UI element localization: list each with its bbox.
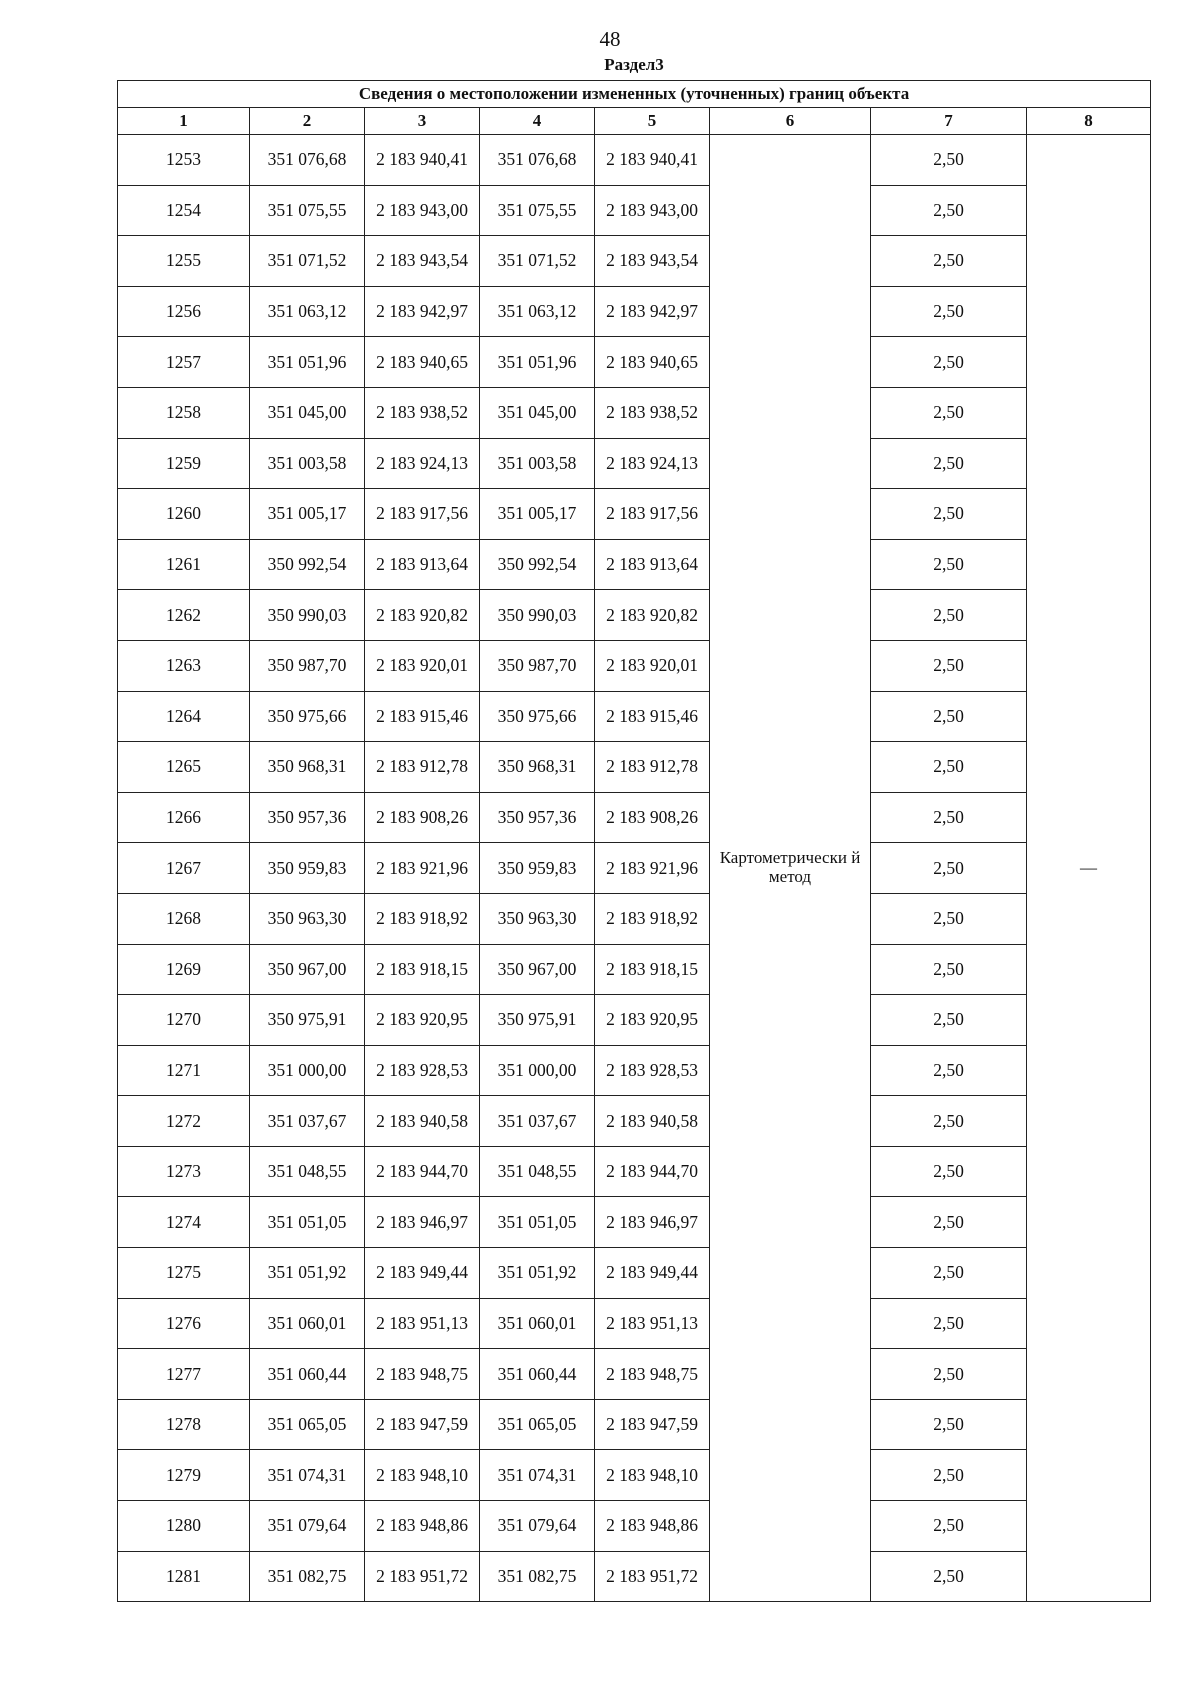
column-number: 2 xyxy=(250,108,365,135)
x-coord-cell: 351 075,55 xyxy=(480,185,595,236)
x-coord-cell: 350 967,00 xyxy=(480,944,595,995)
x-coord-cell: 350 990,03 xyxy=(480,590,595,641)
accuracy-cell: 2,50 xyxy=(871,489,1027,540)
x-coord-cell: 351 045,00 xyxy=(480,387,595,438)
x-coord-cell: 351 045,00 xyxy=(250,387,365,438)
x-coord-cell: 351 005,17 xyxy=(480,489,595,540)
table-row xyxy=(118,1045,1151,1096)
x-coord-cell: 350 987,70 xyxy=(480,640,595,691)
y-coord-cell: 2 183 944,70 xyxy=(595,1146,710,1197)
point-number-cell: 1259 xyxy=(118,438,250,489)
point-number-cell: 1264 xyxy=(118,691,250,742)
x-coord-cell: 351 063,12 xyxy=(250,286,365,337)
table-row xyxy=(118,640,1151,691)
y-coord-cell: 2 183 912,78 xyxy=(365,742,480,793)
y-coord-cell: 2 183 948,10 xyxy=(595,1450,710,1501)
x-coord-cell: 350 963,30 xyxy=(250,893,365,944)
y-coord-cell: 2 183 943,00 xyxy=(365,185,480,236)
y-coord-cell: 2 183 940,58 xyxy=(595,1096,710,1147)
y-coord-cell: 2 183 949,44 xyxy=(365,1248,480,1299)
table-row xyxy=(118,995,1151,1046)
y-coord-cell: 2 183 918,15 xyxy=(595,944,710,995)
accuracy-cell: 2,50 xyxy=(871,539,1027,590)
x-coord-cell: 351 051,05 xyxy=(480,1197,595,1248)
y-coord-cell: 2 183 920,95 xyxy=(595,995,710,1046)
y-coord-cell: 2 183 908,26 xyxy=(365,792,480,843)
column-number: 3 xyxy=(365,108,480,135)
y-coord-cell: 2 183 940,65 xyxy=(365,337,480,388)
accuracy-cell: 2,50 xyxy=(871,691,1027,742)
y-coord-cell: 2 183 948,86 xyxy=(365,1501,480,1552)
table-row xyxy=(118,742,1151,793)
x-coord-cell: 350 968,31 xyxy=(250,742,365,793)
y-coord-cell: 2 183 912,78 xyxy=(595,742,710,793)
point-number-cell: 1279 xyxy=(118,1450,250,1501)
x-coord-cell: 350 975,91 xyxy=(250,995,365,1046)
y-coord-cell: 2 183 918,15 xyxy=(365,944,480,995)
page-number: 48 xyxy=(599,27,621,51)
table-row xyxy=(118,1096,1151,1147)
point-number-cell: 1271 xyxy=(118,1045,250,1096)
accuracy-cell: 2,50 xyxy=(871,995,1027,1046)
accuracy-cell: 2,50 xyxy=(871,1096,1027,1147)
y-coord-cell: 2 183 924,13 xyxy=(595,438,710,489)
table-row xyxy=(118,337,1151,388)
table-row xyxy=(118,1298,1151,1349)
accuracy-cell: 2,50 xyxy=(871,387,1027,438)
y-coord-cell: 2 183 938,52 xyxy=(365,387,480,438)
accuracy-cell: 2,50 xyxy=(871,1551,1027,1602)
x-coord-cell: 350 957,36 xyxy=(480,792,595,843)
x-coord-cell: 351 071,52 xyxy=(250,236,365,287)
y-coord-cell: 2 183 913,64 xyxy=(595,539,710,590)
x-coord-cell: 351 003,58 xyxy=(250,438,365,489)
y-coord-cell: 2 183 943,54 xyxy=(365,236,480,287)
y-coord-cell: 2 183 940,41 xyxy=(365,135,480,186)
y-coord-cell: 2 183 951,72 xyxy=(365,1551,480,1602)
y-coord-cell: 2 183 918,92 xyxy=(595,893,710,944)
y-coord-cell: 2 183 943,00 xyxy=(595,185,710,236)
y-coord-cell: 2 183 917,56 xyxy=(365,489,480,540)
point-number-cell: 1266 xyxy=(118,792,250,843)
method-cell: Картометрически й метод xyxy=(710,135,871,1602)
x-coord-cell: 351 051,96 xyxy=(250,337,365,388)
point-number-cell: 1281 xyxy=(118,1551,250,1602)
table-title: Сведения о местоположении измененных (уточненных) границ объекта xyxy=(118,81,1151,108)
table-row xyxy=(118,843,1151,894)
y-coord-cell: 2 183 908,26 xyxy=(595,792,710,843)
table-row xyxy=(118,1551,1151,1602)
table-row xyxy=(118,1399,1151,1450)
table-row xyxy=(118,691,1151,742)
point-number-cell: 1260 xyxy=(118,489,250,540)
accuracy-cell: 2,50 xyxy=(871,792,1027,843)
x-coord-cell: 350 968,31 xyxy=(480,742,595,793)
accuracy-cell: 2,50 xyxy=(871,1501,1027,1552)
y-coord-cell: 2 183 928,53 xyxy=(595,1045,710,1096)
y-coord-cell: 2 183 940,41 xyxy=(595,135,710,186)
description-cell: — xyxy=(1027,135,1151,1602)
y-coord-cell: 2 183 947,59 xyxy=(365,1399,480,1450)
column-number: 1 xyxy=(118,108,250,135)
y-coord-cell: 2 183 943,54 xyxy=(595,236,710,287)
column-number: 4 xyxy=(480,108,595,135)
x-coord-cell: 351 075,55 xyxy=(250,185,365,236)
column-number-row xyxy=(118,108,1151,135)
x-coord-cell: 351 048,55 xyxy=(250,1146,365,1197)
x-coord-cell: 351 082,75 xyxy=(480,1551,595,1602)
x-coord-cell: 351 003,58 xyxy=(480,438,595,489)
x-coord-cell: 351 076,68 xyxy=(480,135,595,186)
x-coord-cell: 350 967,00 xyxy=(250,944,365,995)
column-number: 8 xyxy=(1027,108,1151,135)
x-coord-cell: 350 975,91 xyxy=(480,995,595,1046)
table-row xyxy=(118,1197,1151,1248)
point-number-cell: 1267 xyxy=(118,843,250,894)
table-row xyxy=(118,438,1151,489)
x-coord-cell: 351 071,52 xyxy=(480,236,595,287)
y-coord-cell: 2 183 946,97 xyxy=(365,1197,480,1248)
x-coord-cell: 350 992,54 xyxy=(480,539,595,590)
table-row xyxy=(118,792,1151,843)
x-coord-cell: 351 079,64 xyxy=(250,1501,365,1552)
point-number-cell: 1253 xyxy=(118,135,250,186)
accuracy-cell: 2,50 xyxy=(871,438,1027,489)
x-coord-cell: 350 975,66 xyxy=(480,691,595,742)
point-number-cell: 1270 xyxy=(118,995,250,1046)
accuracy-cell: 2,50 xyxy=(871,185,1027,236)
table-row xyxy=(118,1501,1151,1552)
point-number-cell: 1273 xyxy=(118,1146,250,1197)
point-number-cell: 1263 xyxy=(118,640,250,691)
y-coord-cell: 2 183 928,53 xyxy=(365,1045,480,1096)
x-coord-cell: 351 037,67 xyxy=(480,1096,595,1147)
table-row xyxy=(118,1146,1151,1197)
point-number-cell: 1272 xyxy=(118,1096,250,1147)
y-coord-cell: 2 183 915,46 xyxy=(595,691,710,742)
accuracy-cell: 2,50 xyxy=(871,135,1027,186)
point-number-cell: 1274 xyxy=(118,1197,250,1248)
point-number-cell: 1278 xyxy=(118,1399,250,1450)
y-coord-cell: 2 183 951,72 xyxy=(595,1551,710,1602)
y-coord-cell: 2 183 920,95 xyxy=(365,995,480,1046)
x-coord-cell: 350 959,83 xyxy=(480,843,595,894)
x-coord-cell: 351 051,05 xyxy=(250,1197,365,1248)
y-coord-cell: 2 183 949,44 xyxy=(595,1248,710,1299)
y-coord-cell: 2 183 951,13 xyxy=(595,1298,710,1349)
y-coord-cell: 2 183 938,52 xyxy=(595,387,710,438)
table-row xyxy=(118,1248,1151,1299)
accuracy-cell: 2,50 xyxy=(871,1045,1027,1096)
x-coord-cell: 351 060,01 xyxy=(250,1298,365,1349)
point-number-cell: 1268 xyxy=(118,893,250,944)
table-row xyxy=(118,539,1151,590)
y-coord-cell: 2 183 940,65 xyxy=(595,337,710,388)
accuracy-cell: 2,50 xyxy=(871,1146,1027,1197)
accuracy-cell: 2,50 xyxy=(871,1450,1027,1501)
y-coord-cell: 2 183 924,13 xyxy=(365,438,480,489)
y-coord-cell: 2 183 913,64 xyxy=(365,539,480,590)
table-row xyxy=(118,590,1151,641)
accuracy-cell: 2,50 xyxy=(871,742,1027,793)
x-coord-cell: 351 065,05 xyxy=(250,1399,365,1450)
x-coord-cell: 351 074,31 xyxy=(250,1450,365,1501)
section-heading: Раздел3 xyxy=(604,55,664,74)
y-coord-cell: 2 183 944,70 xyxy=(365,1146,480,1197)
point-number-cell: 1258 xyxy=(118,387,250,438)
x-coord-cell: 351 079,64 xyxy=(480,1501,595,1552)
x-coord-cell: 350 992,54 xyxy=(250,539,365,590)
y-coord-cell: 2 183 942,97 xyxy=(595,286,710,337)
accuracy-cell: 2,50 xyxy=(871,944,1027,995)
point-number-cell: 1256 xyxy=(118,286,250,337)
y-coord-cell: 2 183 940,58 xyxy=(365,1096,480,1147)
point-number-cell: 1254 xyxy=(118,185,250,236)
table-row xyxy=(118,236,1151,287)
table-row xyxy=(118,135,1151,186)
column-number: 5 xyxy=(595,108,710,135)
x-coord-cell: 351 060,44 xyxy=(250,1349,365,1400)
x-coord-cell: 351 051,92 xyxy=(480,1248,595,1299)
y-coord-cell: 2 183 917,56 xyxy=(595,489,710,540)
y-coord-cell: 2 183 948,75 xyxy=(365,1349,480,1400)
x-coord-cell: 350 959,83 xyxy=(250,843,365,894)
y-coord-cell: 2 183 921,96 xyxy=(365,843,480,894)
point-number-cell: 1262 xyxy=(118,590,250,641)
x-coord-cell: 351 051,96 xyxy=(480,337,595,388)
y-coord-cell: 2 183 920,01 xyxy=(365,640,480,691)
point-number-cell: 1255 xyxy=(118,236,250,287)
table-title-row xyxy=(118,81,1151,108)
accuracy-cell: 2,50 xyxy=(871,893,1027,944)
y-coord-cell: 2 183 918,92 xyxy=(365,893,480,944)
point-number-cell: 1257 xyxy=(118,337,250,388)
accuracy-cell: 2,50 xyxy=(871,1399,1027,1450)
y-coord-cell: 2 183 948,10 xyxy=(365,1450,480,1501)
accuracy-cell: 2,50 xyxy=(871,1248,1027,1299)
accuracy-cell: 2,50 xyxy=(871,286,1027,337)
y-coord-cell: 2 183 946,97 xyxy=(595,1197,710,1248)
x-coord-cell: 351 000,00 xyxy=(480,1045,595,1096)
accuracy-cell: 2,50 xyxy=(871,590,1027,641)
accuracy-cell: 2,50 xyxy=(871,236,1027,287)
table-row xyxy=(118,1349,1151,1400)
x-coord-cell: 350 957,36 xyxy=(250,792,365,843)
x-coord-cell: 351 060,01 xyxy=(480,1298,595,1349)
point-number-cell: 1261 xyxy=(118,539,250,590)
accuracy-cell: 2,50 xyxy=(871,337,1027,388)
accuracy-cell: 2,50 xyxy=(871,640,1027,691)
x-coord-cell: 351 082,75 xyxy=(250,1551,365,1602)
x-coord-cell: 351 051,92 xyxy=(250,1248,365,1299)
table-row xyxy=(118,185,1151,236)
x-coord-cell: 351 076,68 xyxy=(250,135,365,186)
y-coord-cell: 2 183 920,82 xyxy=(365,590,480,641)
x-coord-cell: 350 975,66 xyxy=(250,691,365,742)
y-coord-cell: 2 183 942,97 xyxy=(365,286,480,337)
x-coord-cell: 351 005,17 xyxy=(250,489,365,540)
column-number: 6 xyxy=(710,108,871,135)
column-number: 7 xyxy=(871,108,1027,135)
y-coord-cell: 2 183 920,82 xyxy=(595,590,710,641)
table-row xyxy=(118,489,1151,540)
point-number-cell: 1277 xyxy=(118,1349,250,1400)
table-row xyxy=(118,387,1151,438)
point-number-cell: 1280 xyxy=(118,1501,250,1552)
point-number-cell: 1269 xyxy=(118,944,250,995)
x-coord-cell: 351 065,05 xyxy=(480,1399,595,1450)
x-coord-cell: 351 063,12 xyxy=(480,286,595,337)
accuracy-cell: 2,50 xyxy=(871,1298,1027,1349)
table-row xyxy=(118,944,1151,995)
point-number-cell: 1275 xyxy=(118,1248,250,1299)
y-coord-cell: 2 183 920,01 xyxy=(595,640,710,691)
table-row xyxy=(118,1450,1151,1501)
x-coord-cell: 351 060,44 xyxy=(480,1349,595,1400)
x-coord-cell: 351 048,55 xyxy=(480,1146,595,1197)
y-coord-cell: 2 183 951,13 xyxy=(365,1298,480,1349)
table-row xyxy=(118,286,1151,337)
y-coord-cell: 2 183 921,96 xyxy=(595,843,710,894)
accuracy-cell: 2,50 xyxy=(871,843,1027,894)
boundary-coordinates-table xyxy=(117,80,1151,1602)
y-coord-cell: 2 183 948,75 xyxy=(595,1349,710,1400)
point-number-cell: 1276 xyxy=(118,1298,250,1349)
accuracy-cell: 2,50 xyxy=(871,1349,1027,1400)
x-coord-cell: 351 074,31 xyxy=(480,1450,595,1501)
x-coord-cell: 351 037,67 xyxy=(250,1096,365,1147)
y-coord-cell: 2 183 947,59 xyxy=(595,1399,710,1450)
x-coord-cell: 351 000,00 xyxy=(250,1045,365,1096)
accuracy-cell: 2,50 xyxy=(871,1197,1027,1248)
x-coord-cell: 350 987,70 xyxy=(250,640,365,691)
y-coord-cell: 2 183 948,86 xyxy=(595,1501,710,1552)
y-coord-cell: 2 183 915,46 xyxy=(365,691,480,742)
table-row xyxy=(118,893,1151,944)
x-coord-cell: 350 963,30 xyxy=(480,893,595,944)
x-coord-cell: 350 990,03 xyxy=(250,590,365,641)
point-number-cell: 1265 xyxy=(118,742,250,793)
